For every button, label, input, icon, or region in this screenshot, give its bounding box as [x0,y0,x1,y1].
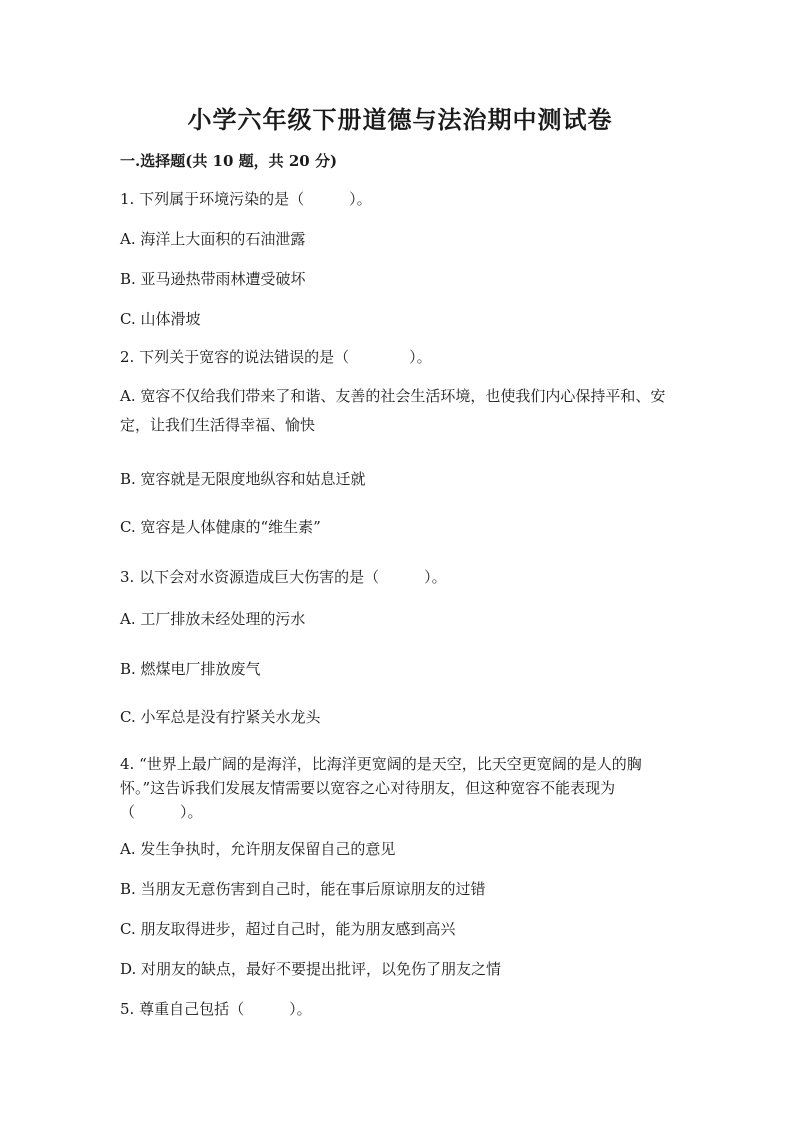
question-3-stem: 3. 以下会对水资源造成巨大伤害的是（ ）。 [120,568,447,586]
question-3-option-b: B. 燃煤电厂排放废气 [120,660,261,678]
question-4-option-c: C. 朋友取得进步，超过自己时，能为朋友感到高兴 [120,920,456,938]
question-4-stem: 4. “世界上最广阔的是海洋，比海洋更宽阔的是天空，比天空更宽阔的是人的胸怀。”这告诉我们发展友情需要以宽容之心对待朋友，但这种宽容不能表现为（ ）。 [120,755,642,821]
question-3-option-c: C. 小军总是没有拧紧关水龙头 [120,708,321,726]
question-2-stem: 2. 下列关于宽容的说法错误的是（ ）。 [120,348,432,366]
question-2-option-b: B. 宽容就是无限度地纵容和姑息迁就 [120,470,366,488]
question-1-option-b: B. 亚马逊热带雨林遭受破坏 [120,270,306,288]
question-1-option-c: C. 山体滑坡 [120,310,201,328]
question-5-stem: 5. 尊重自己包括（ ）。 [120,1000,312,1018]
question-1-option-a: A. 海洋上大面积的石油泄露 [120,230,306,248]
question-2-option-c: C. 宽容是人体健康的“维生素” [120,518,321,536]
question-1-stem: 1. 下列属于环境污染的是（ ）。 [120,190,372,208]
question-4-option-a: A. 发生争执时，允许朋友保留自己的意见 [120,840,396,858]
question-4-option-d: D. 对朋友的缺点，最好不要提出批评，以免伤了朋友之情 [120,960,502,978]
question-4-option-b: B. 当朋友无意伤害到自己时，能在事后原谅朋友的过错 [120,880,486,898]
question-3-option-a: A. 工厂排放未经处理的污水 [120,610,306,628]
section-heading: 一.选择题(共 10 题，共 20 分) [120,152,338,170]
question-2-option-a: A. 宽容不仅给我们带来了和谐、友善的社会生活环境，也使我们内心保持平和、安定，让我们生活得幸福、愉快 [120,387,666,434]
page-title: 小学六年级下册道德与法治期中测试卷 [187,105,613,134]
